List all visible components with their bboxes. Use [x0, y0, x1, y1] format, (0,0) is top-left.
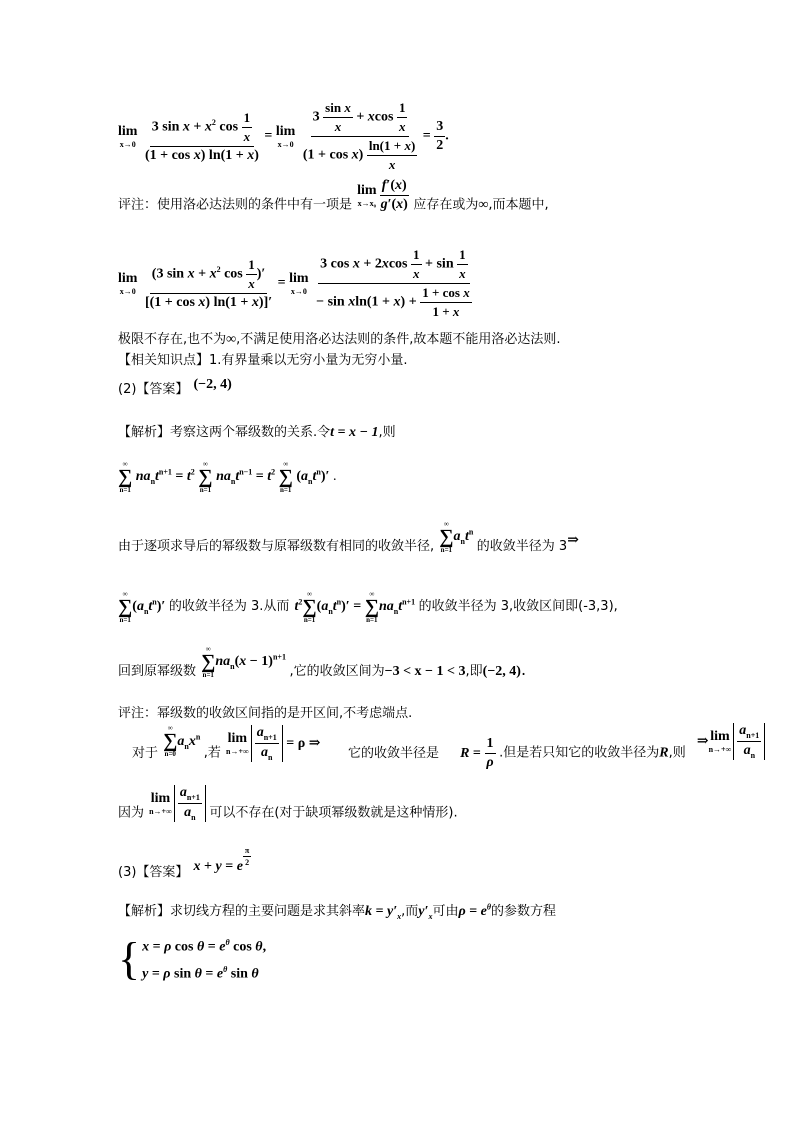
fraction-result: $\frac{3}{2}$	[436, 119, 444, 153]
param-y: y = ρ $\sin \theta = e^\theta$ sin θ	[142, 964, 259, 982]
ratio-limit: lim n→+∞ $\frac{a_{n+1}}{a_n}$ = ρ ⇒	[226, 725, 321, 762]
lim-operator: lim x→0	[118, 124, 138, 149]
related-knowledge: 【相关知识点】1.有界量乘以无穷小量为无穷小量.	[118, 353, 408, 368]
infinity-symbol: ∞	[226, 332, 237, 347]
text: ,而	[401, 904, 419, 919]
text: 的收敛半径为 3,收敛区间即(-3,3),	[418, 599, 618, 615]
series-original: ∞ ∑ n=1 $na_n(x - 1)^{n+1}$	[201, 645, 286, 679]
infinity-symbol: ∞	[478, 197, 489, 213]
series-a-n-t-n: ∞ ∑ n=1 $a_nt^n$	[439, 520, 474, 554]
note-2: 评注：幂级数的收敛区间指的是开区间,不考虑端点.	[118, 706, 413, 721]
param-x: x = ρ $\cos \theta = e^\theta$ cos θ,	[142, 938, 267, 955]
derivative-y-x: $y'_x$	[418, 904, 433, 921]
note-1	[118, 178, 549, 223]
left-brace: {	[118, 932, 141, 984]
lim-fprime-over-gprime: lim x→x₀ $\frac{f'(x)}{g'(x)}$	[357, 178, 408, 212]
paragraph-ratio	[118, 723, 794, 772]
text: ,它的收敛区间为	[289, 664, 385, 680]
text: 它的收敛半径是	[347, 745, 439, 761]
answer-label: (2)【答案】	[118, 382, 189, 397]
text: ,则	[378, 425, 396, 440]
text: ,若	[203, 745, 221, 761]
series-derivative: ∞ ∑ n=1 $(a_nt^n)'$	[118, 590, 169, 624]
analysis-2	[118, 421, 396, 441]
series-equation: ∞ ∑ n=1 $na_nt^{n+1} = t^2$ ∞ ∑ n=1 $na_nt^{n-1} = t^2$ ∞ ∑ n=1 $(a_nt^n)'$ .	[118, 460, 337, 494]
paragraph-no-limit	[118, 328, 561, 348]
substitution: t = x − 1	[330, 425, 379, 440]
fraction: 3 $\frac{\text{sin x}}{x}$ + xcos $\frac{1}{x}$ (1 + cos x) $\frac{\ln(1 + x)}{x}$	[302, 100, 416, 172]
text: 因为	[118, 805, 145, 821]
text: 极限不存在,也不为	[118, 332, 227, 347]
text: ,即	[465, 664, 483, 680]
text: ,不满足使用洛必达法则的条件,故本题不能用洛必达法则.	[236, 332, 561, 347]
radius-symbol: R	[659, 745, 669, 761]
fraction: 3 $\sin x + x^2$ cos $\frac{1}{x}$ (1 + cos x) ln(1 + x)	[144, 109, 259, 163]
paragraph-radius	[118, 520, 788, 564]
tangent-answer: x + y = e $^{\frac{\pi}{2}}$	[193, 846, 250, 874]
text: 可由	[432, 904, 459, 919]
lim-operator: lim x→0	[275, 124, 296, 149]
answer-value: (−2, 4)	[193, 377, 232, 392]
text: 的参数方程	[491, 904, 557, 919]
answer-3	[118, 846, 251, 881]
radius-formula: R = $\frac{1}{\rho}$	[460, 735, 494, 770]
paragraph-radius-2	[118, 590, 788, 624]
text: .但是若只知它的收敛半径为	[499, 745, 660, 761]
polar-equation: $\rho = e^\theta$	[458, 902, 492, 919]
text: 【解析】求切线方程的主要问题是求其斜率	[118, 904, 366, 919]
interval-result: (−2, 4)	[482, 664, 521, 680]
answer-2	[118, 378, 232, 398]
implies-arrow: ⇒	[567, 533, 579, 549]
answer-label: (3)【答案】	[118, 865, 189, 880]
text: 的收敛半径为 3	[476, 539, 568, 555]
text: 【解析】考察这两个幂级数的关系.令	[118, 425, 331, 440]
text: 可以不存在(对于缺项幂级数就是这种情形).	[209, 805, 458, 821]
ratio-limit-implied: ⇒ lim n→+∞ $\frac{a_{n+1}}{a_n}$	[697, 734, 765, 749]
series-a-n-x-n: ∞ ∑ n=0 $a_nx^n$	[163, 724, 201, 759]
analysis-3	[118, 900, 788, 921]
note-text: 应存在或为	[413, 197, 479, 213]
slope-formula: $k = y'_x$	[365, 904, 402, 921]
paragraph-because	[118, 785, 458, 832]
note-text: 评注：使用洛必达法则的条件中有一项是	[118, 197, 353, 213]
series-t2: $t^2$ ∞ ∑ n=1 $(a_nt^n)'$ = ∞ ∑ n=1 $na_nt^{n+1}$	[294, 590, 416, 624]
text: 由于逐项求导后的幂级数与原幂级数有相同的收敛半径,	[118, 539, 435, 555]
paragraph-interval: 回到原幂级数 ∞ ∑ n=1 $na_n(x - 1)^{n+1}$ ,它的收敛区间为−3 < x − 1 < 3,即(−2, 4).	[118, 645, 527, 680]
limit-equation-2: lim x→0 (3 $\sin x + x^2$ cos $\frac{1}{x}$ )′ [(1 + cos x) ln(1 + x)]′ = lim x→0 3 cos x + 2xcos $\frac{1}{x}$ + sin $\frac{1}{x}$ − sin xln(1 + x) + $\frac{\text{1 + cos x}}{1 + x}$	[118, 247, 470, 319]
text: 对于	[132, 745, 159, 761]
text: 的收敛半径为 3.从而	[168, 599, 290, 615]
inequality: −3 < x − 1 < 3	[384, 664, 466, 680]
limit-equation-1: lim x→0 3 $\sin x + x^2$ cos $\frac{1}{x}$ (1 + cos x) ln(1 + x) = lim x→0 3 $\frac{\text{sin x}}{x}$ + xcos $\frac{1}{x}$ (1 + cos x) $\frac{\ln(1 + x)}{x}$ = $\frac{3}{2}$ .	[118, 100, 449, 172]
note-text: ,而本题中,	[488, 197, 549, 213]
parametric-system	[118, 932, 266, 985]
ratio-limit-because: lim n→+∞ $\frac{a_{n+1}}{a_n}$	[149, 796, 209, 811]
text: 回到原幂级数	[118, 664, 197, 680]
text: ,则	[668, 745, 686, 761]
